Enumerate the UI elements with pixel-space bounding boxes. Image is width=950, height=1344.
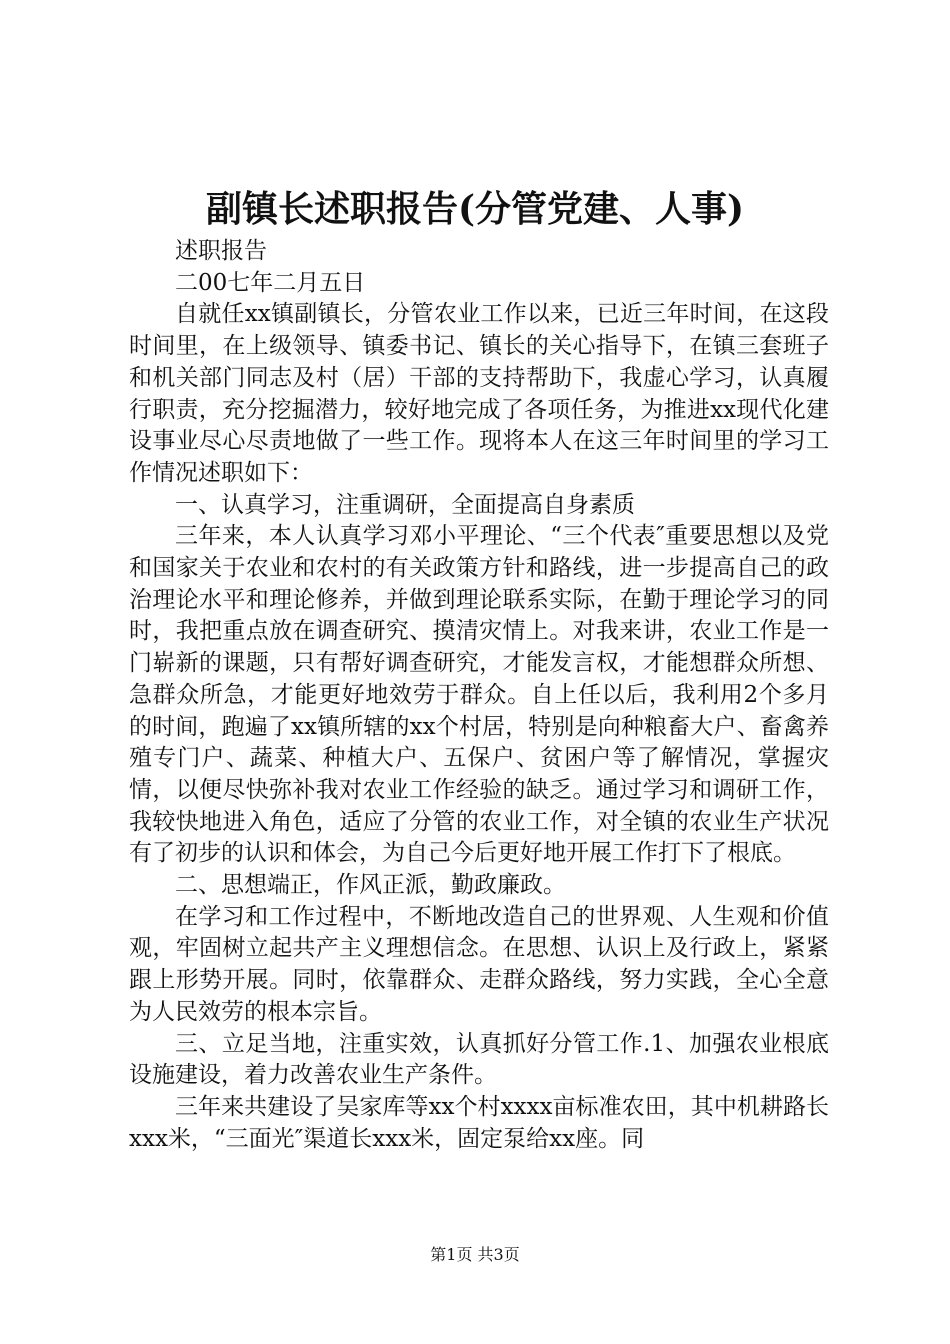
paragraph-report-label: 述职报告 xyxy=(175,238,267,264)
section-heading-2: 二、思想端正，作风正派，勤政廉政。 xyxy=(175,872,566,899)
section-heading-1: 一、认真学习，注重调研，全面提高自身素质 xyxy=(175,491,635,518)
paragraph-section-2: 在学习和工作过程中，不断地改造自己的世界观、人生观和价值观，牢固树立起共产主义理想信念。在思想、认识上及行政上，紧紧跟上形势开展。同时，依靠群众、走群众路线，努力实践，全心全意为人民效劳的根本宗旨。 xyxy=(129,903,829,1025)
paragraph-section-3: 三年来共建设了吴家库等xx个村xxxx亩标准农田，其中机耕路长xxx米，“三面光″渠道长xxx米，固定泵给xx座。同 xyxy=(129,1093,829,1152)
page-number: 第1页 共3页 xyxy=(430,1245,520,1264)
paragraph-date: 二00七年二月五日 xyxy=(175,269,366,296)
section-heading-3: 三、立足当地，注重实效，认真抓好分管工作.1、加强农业根底设施建设，着力改善农业生产条件。 xyxy=(129,1030,829,1089)
paragraph-section-1: 三年来，本人认真学习邓小平理论、“三个代表″重要思想以及党和国家关于农业和农村的有关政策方针和路线，进一步提高自己的政治理论水平和理论修养，并做到理论联系实际，在勤于理论学习的同时，我把重点放在调查研究、摸清灾情上。对我来讲，农业工作是一门崭新的课题，只有帮好调查研究，才能发言权，才能想群众所想、急群众所急，才能更好地效劳于群众。自上任以后，我利用2个多月的时间，跑遍了xx镇所辖的xx个村居，特别是向种粮畜大户、畜禽养殖专门户、蔬菜、种植大户、五保户、贫困户等了解情况，掌握灾情，以便尽快弥补我对农业工作经验的缺乏。通过学习和调研工作，我较快地进入角色，适应了分管的农业工作，对全镇的农业生产状况有了初步的认识和体会，为自己今后更好地开展工作打下了根底。 xyxy=(129,523,829,867)
document-title: 副镇长述职报告(分管党建、人事) xyxy=(205,188,745,230)
paragraph-intro: 自就任xx镇副镇长，分管农业工作以来，已近三年时间，在这段时间里，在上级领导、镇委书记、镇长的关心指导下，在镇三套班子和机关部门同志及村（居）干部的支持帮助下，我虚心学习，认真履行职责，充分挖掘潜力，较好地完成了各项任务，为推进xx现代化建设事业尽心尽责地做了一些工作。现将本人在这三年时间里的学习工作情况述职如下： xyxy=(129,301,829,486)
document-body xyxy=(129,236,829,1155)
